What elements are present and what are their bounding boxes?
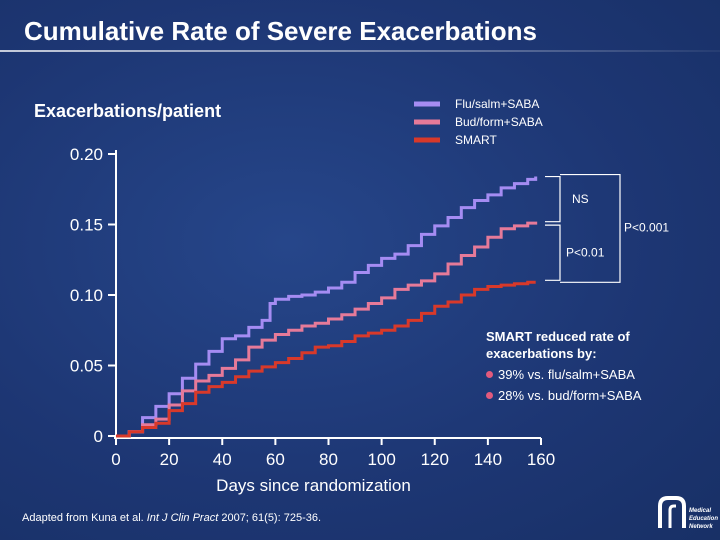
slide-title: Cumulative Rate of Severe Exacerbations: [24, 16, 537, 46]
comparison-label-p01: P<0.01: [566, 245, 605, 260]
x-tick-label: 20: [159, 450, 179, 469]
x-tick-label: 40: [212, 450, 232, 469]
x-tick-label: 100: [367, 450, 396, 469]
y-tick-label: 0.05: [69, 356, 103, 376]
logo-word-medical: Medical: [689, 508, 712, 514]
reduction-item-bud: [486, 385, 641, 406]
series-line-smart: [116, 282, 536, 436]
x-axis-label: Days since randomization: [216, 476, 411, 495]
legend-item-smart: SMART: [455, 133, 497, 147]
y-tick-label: 0.15: [69, 215, 103, 235]
x-tick-label: 120: [420, 450, 449, 469]
legend-item-bud-form-saba: Bud/form+SABA: [455, 115, 543, 129]
y-tick-label: 0: [93, 427, 103, 446]
reduction-item-flu: [486, 364, 641, 385]
x-tick-label: 160: [526, 450, 556, 469]
y-axis-label: Exacerbations/patient: [34, 101, 222, 121]
source-suffix: 2007; 61(5): 725-36.: [218, 512, 322, 524]
reduction-note: SMART reduced rate of exacerbations by:: [486, 329, 630, 361]
source-prefix: Adapted from Kuna et al.: [22, 512, 147, 524]
mednet-logo: [656, 494, 719, 534]
source-citation: [22, 512, 321, 524]
reduction-item-flu-text: 39% vs. flu/salm+SABA: [498, 367, 635, 382]
x-tick-label: 80: [319, 450, 338, 469]
logo-word-network: Network: [689, 524, 713, 530]
comparison-label-ns: NS: [572, 192, 589, 207]
comparison-label-p001: P<0.001: [624, 220, 670, 235]
legend-item-flu-salm-saba: Flu/salm+SABA: [455, 97, 540, 111]
y-tick-label: 0.20: [69, 145, 103, 164]
series-line-bud-form-saba: [116, 222, 536, 436]
x-tick-label: 0: [111, 450, 121, 469]
bullet-dot-icon: [486, 392, 493, 399]
bracket-bud-vs-smart: [545, 225, 560, 280]
bullet-dot-icon: [486, 371, 493, 378]
x-tick-label: 140: [473, 450, 503, 469]
series-line-flu-salm-saba: [116, 177, 536, 436]
y-tick-label: 0.10: [69, 286, 103, 305]
source-journal: Int J Clin Pract: [146, 512, 219, 524]
reduction-item-bud-text: 28% vs. bud/form+SABA: [498, 388, 642, 403]
logo-word-education: Education: [689, 516, 719, 522]
x-tick-label: 60: [265, 450, 285, 469]
bracket-ns: [545, 177, 560, 222]
reduction-list: [486, 364, 641, 406]
bracket-flu-vs-smart: [560, 175, 620, 283]
